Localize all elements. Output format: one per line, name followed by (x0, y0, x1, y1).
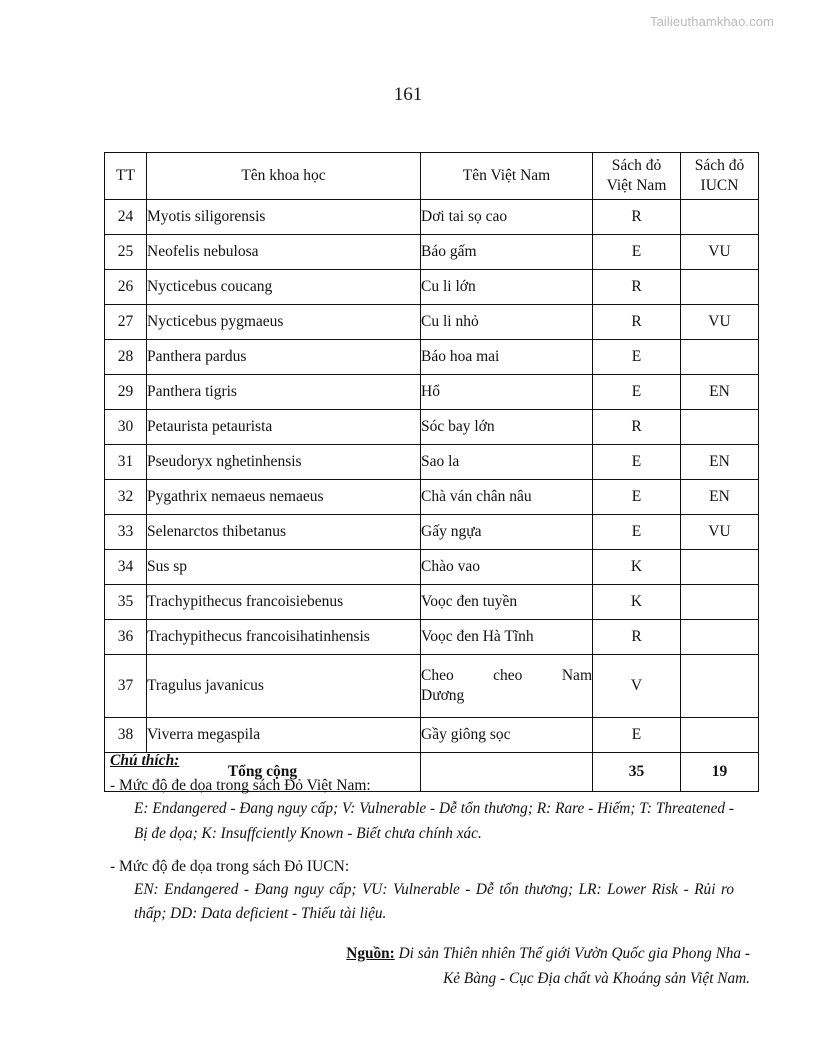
cell-red-book-vietnam: R (593, 410, 681, 445)
cell-scientific-name: Nycticebus coucang (147, 270, 421, 305)
cell-vietnamese-name: Sao la (421, 445, 593, 480)
cell-tt: 36 (105, 620, 147, 655)
cell-vietnamese-name: Cu li nhỏ (421, 305, 593, 340)
cell-scientific-name: Sus sp (147, 550, 421, 585)
source-citation (110, 942, 750, 992)
cell-vietnamese-name: Voọc đen Hà Tĩnh (421, 620, 593, 655)
table-row (105, 480, 759, 515)
table-row (105, 718, 759, 753)
column-header-vietnamese-name: Tên Việt Nam (421, 153, 593, 200)
cell-scientific-name: Panthera tigris (147, 375, 421, 410)
cell-vietnamese-name: Gấy ngựa (421, 515, 593, 550)
cell-scientific-name: Trachypithecus francoisiebenus (147, 585, 421, 620)
cell-tt: 24 (105, 200, 147, 235)
table-row (105, 620, 759, 655)
cell-scientific-name: Viverra megaspila (147, 718, 421, 753)
table-row (105, 655, 759, 718)
cell-tt: 33 (105, 515, 147, 550)
cell-red-book-iucn: VU (681, 305, 759, 340)
table-row (105, 585, 759, 620)
cell-tt: 27 (105, 305, 147, 340)
cell-vietnamese-name: Chào vao (421, 550, 593, 585)
cell-tt: 29 (105, 375, 147, 410)
column-header-red-book-iucn-line2: IUCN (700, 177, 739, 194)
table-row (105, 375, 759, 410)
cell-red-book-iucn: VU (681, 515, 759, 550)
cell-scientific-name: Panthera pardus (147, 340, 421, 375)
cell-red-book-vietnam: E (593, 515, 681, 550)
note-head-vietnam: - Mức độ đe dọa trong sách Đỏ Việt Nam: (110, 777, 371, 794)
cell-vietnamese-name: Gầy giông sọc (421, 718, 593, 753)
column-header-red-book-vietnam-line1: Sách đỏ (611, 157, 662, 175)
cell-red-book-vietnam: R (593, 620, 681, 655)
cell-tt: 26 (105, 270, 147, 305)
cell-scientific-name: Neofelis nebulosa (147, 235, 421, 270)
cell-red-book-vietnam: E (593, 445, 681, 480)
total-red-book-vietnam: 35 (593, 753, 681, 792)
note-head-iucn: - Mức độ đe dọa trong sách Đỏ IUCN: (110, 857, 350, 875)
column-header-tt: TT (105, 153, 147, 200)
cell-red-book-vietnam: R (593, 200, 681, 235)
source-line1 (110, 942, 750, 967)
cell-scientific-name: Tragulus javanicus (147, 655, 421, 718)
cell-red-book-iucn: VU (681, 235, 759, 270)
cell-tt: 30 (105, 410, 147, 445)
cell-red-book-vietnam: E (593, 235, 681, 270)
cell-red-book-vietnam: E (593, 718, 681, 753)
cell-vietnamese-name: Chà ván chân nâu (421, 480, 593, 515)
note-body-iucn: EN: Endangered - Đang nguy cấp; VU: Vulnerable - Dễ tổn thương; LR: Lower Risk - Rủi ro thấp; DD: Data deficient - Thiếu tài liệu. (134, 880, 734, 923)
cell-red-book-iucn (681, 340, 759, 375)
table-header (105, 153, 759, 200)
table-header-row (105, 153, 759, 200)
cell-scientific-name: Nycticebus pygmaeus (147, 305, 421, 340)
column-header-red-book-iucn (681, 153, 759, 200)
table-row (105, 445, 759, 480)
cell-vietnamese-name: Sóc bay lớn (421, 410, 593, 445)
cell-red-book-vietnam: V (593, 655, 681, 718)
cell-red-book-vietnam: K (593, 550, 681, 585)
notes-section (110, 752, 750, 927)
cell-red-book-iucn (681, 200, 759, 235)
table-body (105, 200, 759, 792)
cell-scientific-name: Trachypithecus francoisihatinhensis (147, 620, 421, 655)
cell-tt: 31 (105, 445, 147, 480)
cell-vietnamese-name: Hổ (421, 375, 593, 410)
notes-title: Chú thích: (110, 752, 180, 769)
page-number: 161 (393, 84, 423, 105)
cell-scientific-name: Pygathrix nemaeus nemaeus (147, 480, 421, 515)
cell-red-book-iucn (681, 550, 759, 585)
cell-vietnamese-name: Voọc đen tuyền (421, 585, 593, 620)
source-text1: Di sản Thiên nhiên Thế giới Vườn Quốc gia Phong Nha - (398, 945, 750, 962)
table-row (105, 550, 759, 585)
table-row (105, 200, 759, 235)
cell-red-book-vietnam: E (593, 375, 681, 410)
column-header-red-book-vietnam (593, 153, 681, 200)
cell-red-book-vietnam: E (593, 480, 681, 515)
cell-red-book-vietnam: K (593, 585, 681, 620)
table-row (105, 270, 759, 305)
cell-vietnamese-name-line2: Dương (421, 687, 465, 704)
watermark-text: Tailieuthamkhao.com (649, 14, 774, 29)
cell-vietnamese-name: Dơi tai sọ cao (421, 200, 593, 235)
notes-spacer (110, 847, 750, 856)
cell-tt: 28 (105, 340, 147, 375)
cell-vietnamese-name-line1: Cheo cheo Nam (421, 667, 592, 685)
cell-red-book-vietnam: R (593, 305, 681, 340)
cell-red-book-iucn (681, 620, 759, 655)
table-row (105, 235, 759, 270)
table-row (105, 340, 759, 375)
total-red-book-iucn: 19 (681, 753, 759, 792)
cell-scientific-name: Selenarctos thibetanus (147, 515, 421, 550)
table-row (105, 515, 759, 550)
cell-scientific-name: Myotis siligorensis (147, 200, 421, 235)
cell-red-book-iucn: EN (681, 480, 759, 515)
cell-red-book-iucn: EN (681, 445, 759, 480)
cell-tt: 38 (105, 718, 147, 753)
column-header-red-book-iucn-line1: Sách đỏ (694, 157, 745, 175)
cell-tt: 32 (105, 480, 147, 515)
table-row (105, 305, 759, 340)
cell-red-book-iucn: EN (681, 375, 759, 410)
cell-vietnamese-name (421, 655, 593, 718)
cell-red-book-iucn (681, 655, 759, 718)
cell-tt: 25 (105, 235, 147, 270)
source-line2: Kẻ Bàng - Cục Địa chất và Khoáng sản Việt Nam. (443, 969, 750, 987)
cell-scientific-name: Petaurista petaurista (147, 410, 421, 445)
cell-tt: 34 (105, 550, 147, 585)
cell-red-book-vietnam: E (593, 340, 681, 375)
cell-vietnamese-name: Báo hoa mai (421, 340, 593, 375)
cell-red-book-iucn (681, 410, 759, 445)
species-table (104, 152, 759, 792)
note-body-vietnam: E: Endangered - Đang nguy cấp; V: Vulnerable - Dễ tổn thương; R: Rare - Hiếm; T: Threatened - Bị đe dọa; K: Insuffciently Known - Biết chưa chính xác. (134, 800, 734, 842)
total-label: Tổng cộng (105, 753, 421, 792)
cell-red-book-iucn (681, 718, 759, 753)
cell-scientific-name: Pseudoryx nghetinhensis (147, 445, 421, 480)
cell-red-book-iucn (681, 585, 759, 620)
column-header-red-book-vietnam-line2: Việt Nam (606, 177, 667, 194)
column-header-scientific-name: Tên khoa học (147, 153, 421, 200)
cell-vietnamese-name: Cu li lớn (421, 270, 593, 305)
cell-red-book-iucn (681, 270, 759, 305)
cell-vietnamese-name: Báo gấm (421, 235, 593, 270)
species-table-container (104, 152, 758, 792)
source-label: Nguồn: (346, 945, 395, 962)
table-row (105, 410, 759, 445)
cell-red-book-vietnam: R (593, 270, 681, 305)
cell-tt: 35 (105, 585, 147, 620)
cell-tt: 37 (105, 655, 147, 718)
